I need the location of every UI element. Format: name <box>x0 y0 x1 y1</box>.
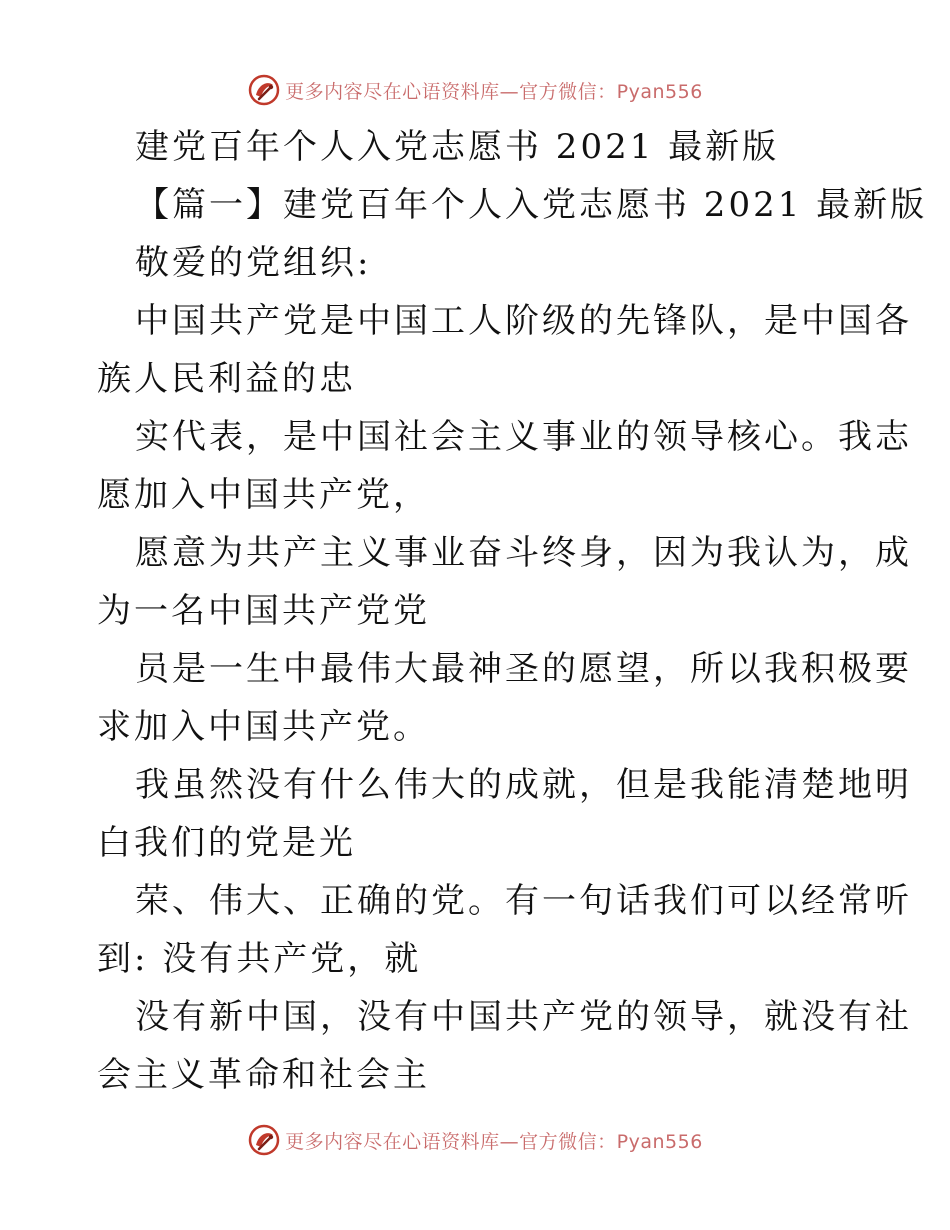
paragraph-line: 到: 没有共产党，就 <box>97 939 422 979</box>
paragraph-line: 荣、伟大、正确的党。有一句话我们可以经常听 <box>135 881 912 921</box>
document-title: 建党百年个人入党志愿书 2021 最新版 <box>135 127 780 167</box>
red-swirl-logo-icon <box>247 73 281 107</box>
paragraph-line: 愿意为共产主义事业奋斗终身，因为我认为，成 <box>135 533 912 573</box>
header-banner <box>0 70 950 110</box>
paragraph-line: 员是一生中最伟大最神圣的愿望，所以我积极要 <box>135 649 912 689</box>
paragraph-line: 愿加入中国共产党， <box>97 475 430 515</box>
paragraph-line: 中国共产党是中国工人阶级的先锋队，是中国各 <box>135 301 912 341</box>
paragraph-line: 会主义革命和社会主 <box>97 1055 430 1095</box>
section-heading: 【篇一】建党百年个人入党志愿书 2021 最新版 <box>135 185 928 225</box>
paragraph-line: 我虽然没有什么伟大的成就，但是我能清楚地明 <box>135 765 912 805</box>
salutation: 敬爱的党组织: <box>135 243 372 283</box>
paragraph-line: 求加入中国共产党。 <box>97 707 430 747</box>
paragraph-line: 为一名中国共产党党 <box>97 591 430 631</box>
footer-banner <box>0 1120 950 1160</box>
red-swirl-logo-icon <box>247 1123 281 1157</box>
paragraph-line: 没有新中国，没有中国共产党的领导，就没有社 <box>135 997 912 1037</box>
document-body <box>97 118 928 1104</box>
paragraph-line: 族人民利益的忠 <box>97 359 356 399</box>
paragraph-line: 实代表，是中国社会主义事业的领导核心。我志 <box>135 417 912 457</box>
banner-text: 更多内容尽在心语资料库—官方微信：Pyan556 <box>285 1130 703 1153</box>
paragraph-line: 白我们的党是光 <box>97 823 356 863</box>
banner-text: 更多内容尽在心语资料库—官方微信：Pyan556 <box>285 80 703 103</box>
